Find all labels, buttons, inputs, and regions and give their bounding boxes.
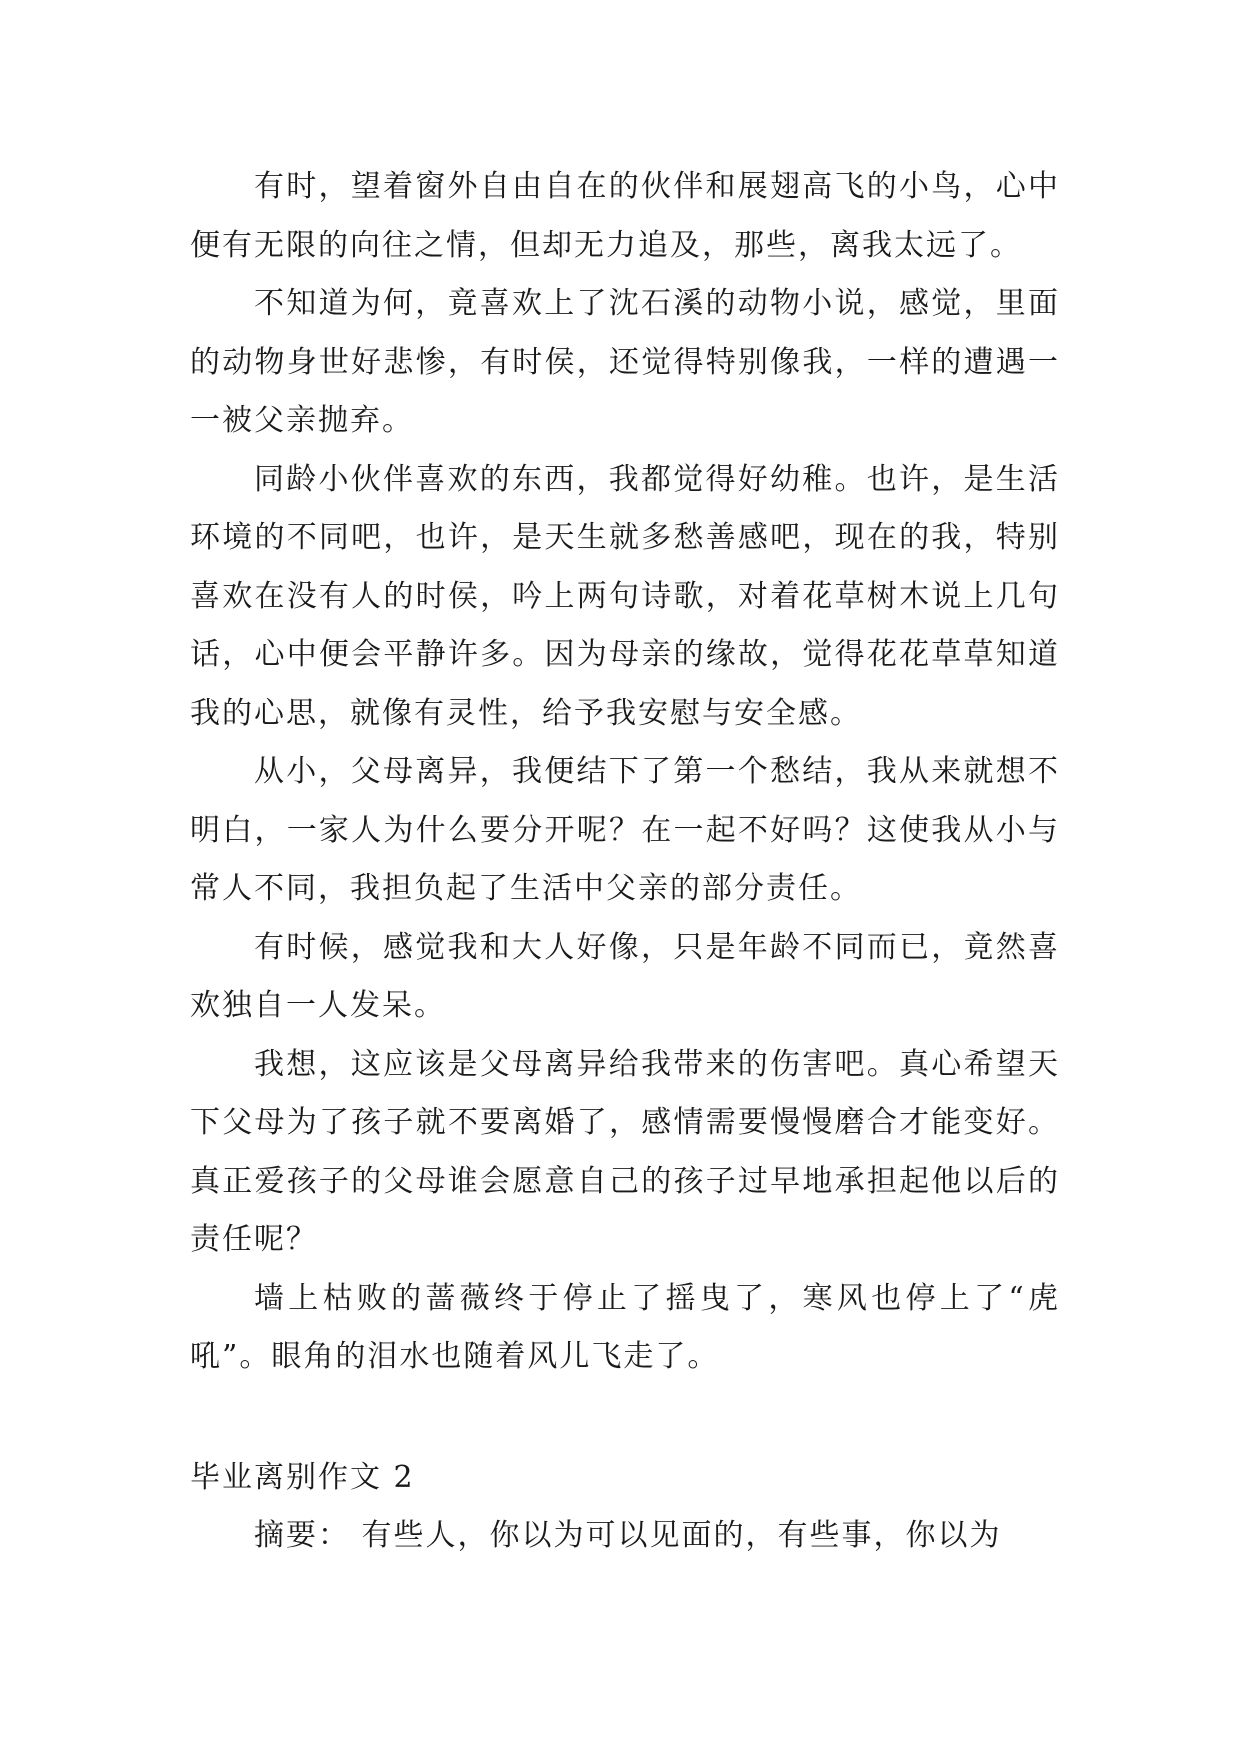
paragraph-2: 不知道为何，竟喜欢上了沈石溪的动物小说，感觉，里面的动物身世好悲惨，有时侯，还觉得特别像我，一样的遭遇一一被父亲抛弃。 (190, 286, 1060, 438)
paragraph-3: 同龄小伙伴喜欢的东西，我都觉得好幼稚。也许，是生活环境的不同吧，也许，是天生就多愁善感吧，现在的我，特别喜欢在没有人的时侯，吟上两句诗歌，对着花草树木说上几句话，心中便会平静许多。因为母亲的缘故，觉得花花草草知道我的心思，就像有灵性，给予我安慰与安全感。 (190, 461, 1060, 731)
paragraph-5: 有时候，感觉我和大人好像，只是年龄不同而已，竟然喜欢独自一人发呆。 (190, 929, 1060, 1023)
section-heading: 毕业离别作文 2 (190, 1459, 415, 1495)
paragraph-4: 从小，父母离异，我便结下了第一个愁结，我从来就想不明白，一家人为什么要分开呢？在一起不好吗？这使我从小与常人不同，我担负起了生活中父亲的部分责任。 (190, 754, 1060, 906)
document-body (190, 158, 1060, 1566)
summary-line: 摘要： 有些人，你以为可以见面的，有些事，你以为 (254, 1518, 1002, 1553)
paragraph-6: 我想，这应该是父母离异给我带来的伤害吧。真心希望天下父母为了孩子就不要离婚了，感情需要慢慢磨合才能变好。真正爱孩子的父母谁会愿意自己的孩子过早地承担起他以后的责任呢？ (190, 1046, 1060, 1257)
paragraph-7: 墙上枯败的蔷薇终于停止了摇曳了，寒风也停上了“虎吼”。眼角的泪水也随着风儿飞走了。 (190, 1280, 1060, 1374)
paragraph-1: 有时，望着窗外自由自在的伙伴和展翅高飞的小鸟，心中便有无限的向往之情，但却无力追及，那些，离我太远了。 (190, 169, 1060, 263)
